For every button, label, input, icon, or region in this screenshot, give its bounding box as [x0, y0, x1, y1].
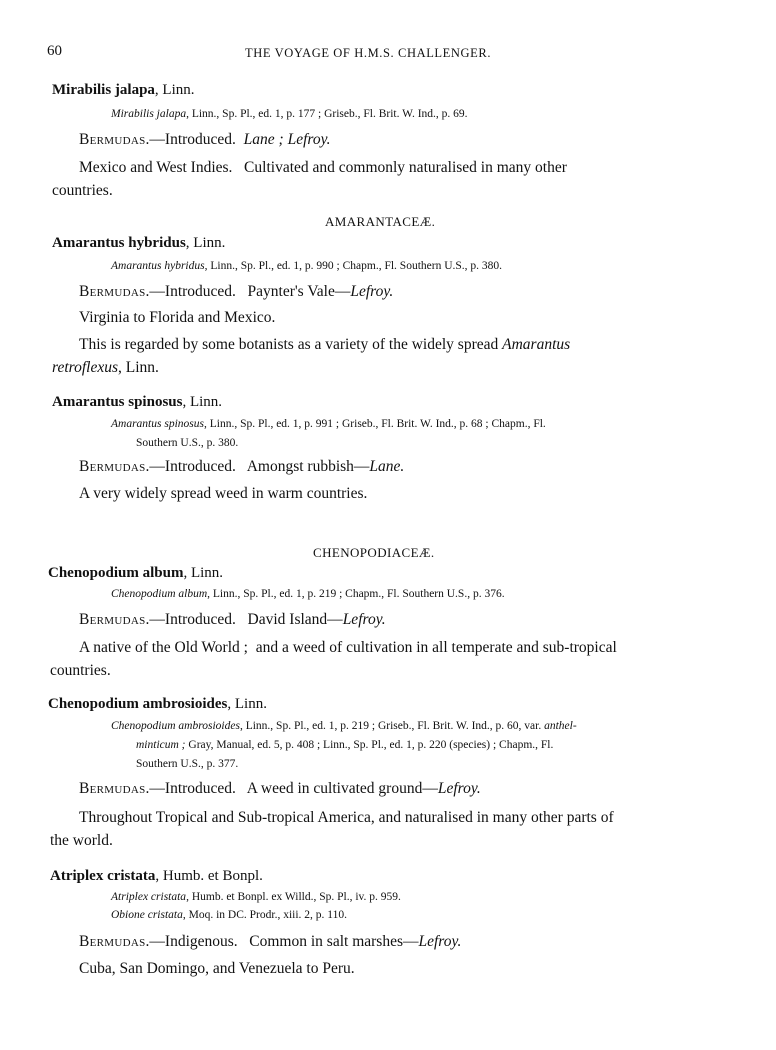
- locality-source: Lefroy.: [350, 283, 394, 300]
- locality-line: [79, 131, 331, 149]
- reference-taxon: Chenopodium ambrosioides: [111, 720, 240, 732]
- species-authority: , Linn.: [154, 82, 195, 98]
- reference-text: , Linn., Sp. Pl., ed. 1, p. 177 ; Griseb., Fl. Brit. W. Ind., p. 69.: [186, 108, 468, 120]
- reference-text: , Humb. et Bonpl. ex Willd., Sp. Pl., iv. p. 959.: [186, 891, 401, 903]
- locality-source: Lefroy.: [437, 780, 481, 797]
- note-line: A native of the Old World ; and a weed of cultivation in all temperate and sub-tropical: [79, 639, 617, 656]
- locality-text: .—Introduced. Paynter's Vale—: [145, 283, 351, 300]
- reference-taxon: Amarantus hybridus: [111, 260, 205, 272]
- species-name: Atriplex cristata: [50, 868, 156, 884]
- reference-line: Southern U.S., p. 380.: [136, 437, 239, 449]
- reference-taxon: Chenopodium album: [111, 588, 208, 600]
- species-name: Amarantus spinosus: [52, 394, 183, 410]
- reference-line: [111, 418, 546, 430]
- locality-text: .—Indigenous. Common in salt marshes—: [145, 933, 419, 950]
- species-heading-chenopodium-ambrosioides: [48, 696, 267, 713]
- species-authority: , Linn.: [185, 235, 226, 251]
- locality-text: .—Introduced. David Island—: [145, 611, 343, 628]
- locality-source: Lane.: [369, 458, 405, 475]
- reference-text: , Moq. in DC. Prodr., xiii. 2, p. 110.: [182, 909, 347, 921]
- species-heading-atriplex-cristata: [50, 868, 263, 885]
- species-heading-amarantus-spinosus: [52, 394, 222, 411]
- reference-text: , Linn., Sp. Pl., ed. 1, p. 219 ; Griseb., Fl. Brit. W. Ind., p. 60, var.: [239, 720, 545, 732]
- note-line: Virginia to Florida and Mexico.: [79, 309, 276, 326]
- locality-label: Bermudas: [79, 131, 146, 148]
- reference-line: [111, 260, 502, 272]
- species-authority: , Humb. et Bonpl.: [155, 868, 263, 884]
- locality-line: [79, 611, 386, 629]
- reference-taxon: Atriplex cristata: [111, 891, 187, 903]
- locality-line: [79, 458, 404, 476]
- locality-label: Bermudas: [79, 458, 146, 475]
- species-heading-amarantus-hybridus: [52, 235, 225, 252]
- reference-taxon: Mirabilis jalapa: [111, 108, 187, 120]
- note-line: [52, 359, 159, 377]
- species-name: Mirabilis jalapa: [52, 82, 155, 98]
- reference-line: [136, 739, 553, 751]
- species-name: Chenopodium ambrosioides: [48, 696, 228, 712]
- note-line: Mexico and West Indies. Cultivated and commonly naturalised in many other: [79, 159, 567, 176]
- note-taxon: Amarantus: [502, 336, 571, 353]
- reference-taxon: minticum ;: [136, 739, 186, 751]
- species-name: Amarantus hybridus: [52, 235, 186, 251]
- reference-text: , Linn., Sp. Pl., ed. 1, p. 991 ; Griseb., Fl. Brit. W. Ind., p. 68 ; Chapm., Fl.: [203, 418, 546, 430]
- locality-source: Lane ; Lefroy.: [243, 131, 331, 148]
- page-number: 60: [47, 43, 62, 59]
- locality-text: .—Introduced. Amongst rubbish—: [145, 458, 370, 475]
- family-heading-amarantaceae: AMARANTACEÆ.: [325, 214, 436, 229]
- locality-line: [79, 283, 393, 301]
- reference-line: [111, 720, 577, 732]
- note-line: the world.: [50, 832, 113, 849]
- note-taxon: retroflexus: [52, 359, 119, 376]
- species-authority: , Linn.: [183, 565, 224, 581]
- running-title: THE VOYAGE OF H.M.S. CHALLENGER.: [245, 46, 492, 60]
- species-heading-chenopodium-album: [48, 565, 223, 582]
- note-line: Cuba, San Domingo, and Venezuela to Peru.: [79, 960, 355, 977]
- reference-line: [111, 891, 401, 903]
- reference-line: Southern U.S., p. 377.: [136, 758, 239, 770]
- locality-label: Bermudas: [79, 283, 146, 300]
- reference-text: Gray, Manual, ed. 5, p. 408 ; Linn., Sp. Pl., ed. 1, p. 220 (species) ; Chapm., Fl.: [185, 739, 554, 751]
- locality-text: .—Introduced.: [145, 131, 244, 148]
- locality-line: [79, 780, 481, 798]
- reference-text: , Linn., Sp. Pl., ed. 1, p. 990 ; Chapm., Fl. Southern U.S., p. 380.: [204, 260, 503, 272]
- locality-text: .—Introduced. A weed in cultivated ground—: [145, 780, 438, 797]
- locality-source: Lefroy.: [342, 611, 386, 628]
- family-heading-chenopodiaceae: CHENOPODIACEÆ.: [313, 545, 435, 560]
- reference-line: [111, 108, 468, 120]
- note-line: A very widely spread weed in warm countries.: [79, 485, 368, 502]
- note-line: Throughout Tropical and Sub-tropical America, and naturalised in many other parts of: [79, 809, 614, 826]
- note-text: , Linn.: [118, 359, 159, 376]
- note-text: This is regarded by some botanists as a variety of the widely spread: [79, 336, 503, 353]
- species-authority: , Linn.: [182, 394, 223, 410]
- reference-taxon: Amarantus spinosus: [111, 418, 204, 430]
- reference-taxon: anthel-: [544, 720, 577, 732]
- reference-line: [111, 588, 505, 600]
- reference-taxon: Obione cristata: [111, 909, 183, 921]
- species-heading-mirabilis: [52, 82, 195, 99]
- note-line: countries.: [52, 182, 113, 199]
- reference-text: , Linn., Sp. Pl., ed. 1, p. 219 ; Chapm., Fl. Southern U.S., p. 376.: [207, 588, 505, 600]
- note-line: [79, 336, 570, 354]
- locality-label: Bermudas: [79, 780, 146, 797]
- locality-label: Bermudas: [79, 933, 146, 950]
- species-name: Chenopodium album: [48, 565, 184, 581]
- reference-line: [111, 909, 347, 921]
- note-line: countries.: [50, 662, 111, 679]
- locality-source: Lefroy.: [418, 933, 462, 950]
- species-authority: , Linn.: [227, 696, 267, 712]
- locality-label: Bermudas: [79, 611, 146, 628]
- locality-line: [79, 933, 461, 951]
